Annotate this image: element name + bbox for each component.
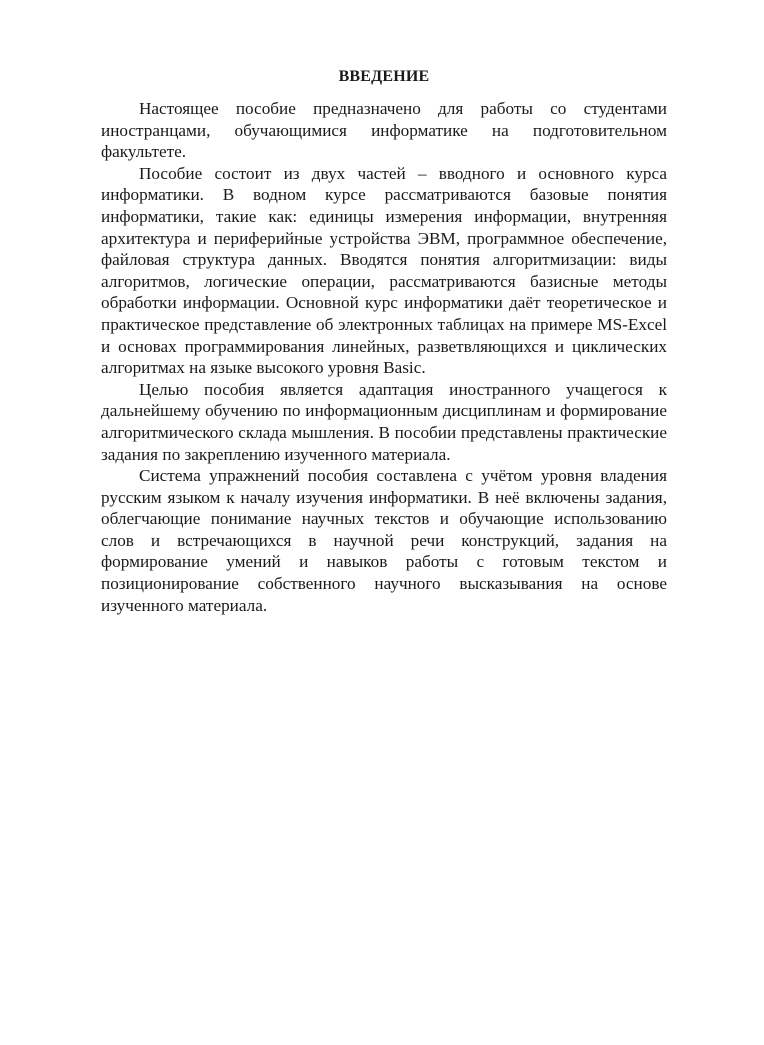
paragraph-4: Система упражнений пособия составлена с учётом уровня владения русским языком к началу изучения информатики. В неё включены задания, облегчающие понимание научных текстов и обучающие использованию слов и встречающихся в научной речи конструкций, задания на формирование умений и навыков работы с готовым текстом и позиционирование собственного научного высказывания на основе изученного материала.	[101, 466, 667, 615]
paragraph-3: Целью пособия является адаптация иностранного учащегося к дальнейшему обучению по информационным дисциплинам и формирование алгоритмического склада мышления. В пособии представлены практические задания по закреплению изученного материала.	[101, 379, 667, 464]
paragraph-1: Настоящее пособие предназначено для работы со студентами иностранцами, обучающимися информатике на подготовительном факультете.	[101, 99, 667, 162]
page-title: ВВЕДЕНИЕ	[338, 68, 430, 85]
document-body	[101, 66, 667, 616]
paragraph-2: Пособие состоит из двух частей – вводного и основного курса информатики. В водном курсе рассматриваются базовые понятия информатики, такие как: единицы измерения информации, внутренняя архитектура и периферийные устройства ЭВМ, программное обеспечение, файловая структура данных. Вводятся понятия алгоритмизации: виды алгоритмов, логические операции, рассматриваются базисные методы обработки информации. Основной курс информатики даёт теоретическое и практическое представление об электронных таблицах на примере MS-Excel и основах программирования линейных, разветвляющихся и циклических алгоритмах на языке высокого уровня Basic.	[101, 163, 667, 378]
